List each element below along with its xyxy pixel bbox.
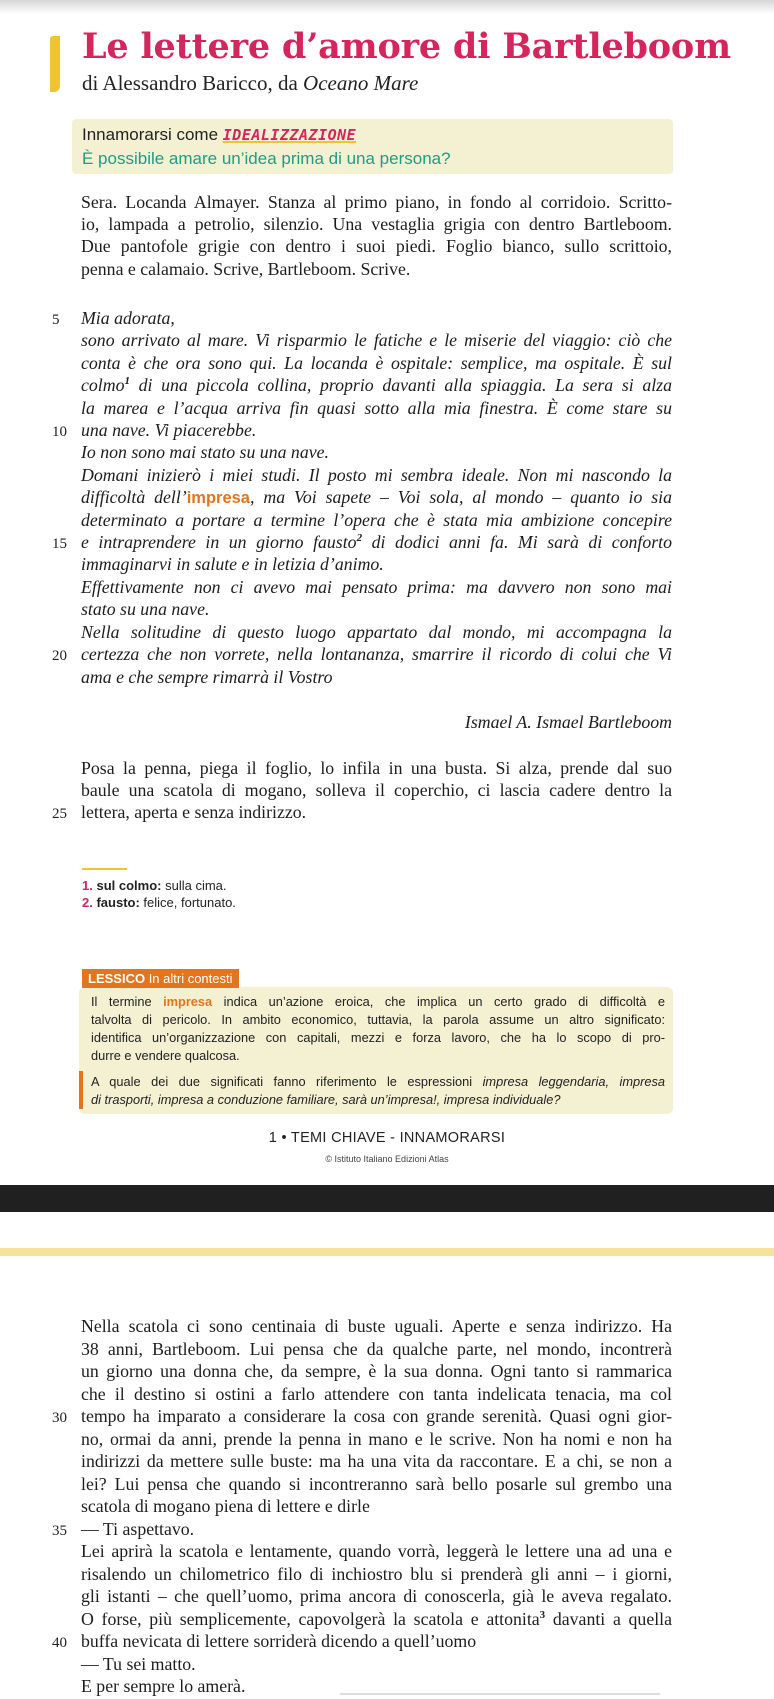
letter-line: la marea e l’acqua arriva fin quasi sotto alla mia finestra. È come stare su xyxy=(81,398,672,418)
text-line: indirizzi da mettere sulle buste: ma ha una vita da raccontare. E a chi, se non a xyxy=(81,1451,672,1471)
text-line: Posa la penna, piega il foglio, lo infila in una busta. Si alza, prende dal suo xyxy=(81,758,672,778)
lessico-text: talvolta di pericolo. In ambito economico, tuttavia, la parola assume un altro significato: xyxy=(91,1012,665,1027)
line-number: 5 xyxy=(52,312,60,328)
line-number: 25 xyxy=(52,806,67,822)
line-number: 15 xyxy=(52,536,67,552)
line-number: 10 xyxy=(52,424,67,440)
text-line: E per sempre lo amerà. xyxy=(81,1676,246,1696)
page-title: Le lettere d’amore di Bartleboom xyxy=(82,26,731,67)
text-line: buffa nevicata di lettere sorriderà dicendo a quell’uomo xyxy=(81,1631,477,1651)
letter-line: una nave. Vi piacerebbe. xyxy=(81,420,257,440)
page-top-band xyxy=(0,1248,774,1256)
lessico-question-bar xyxy=(79,1071,83,1109)
text-line: un giorno una donna che, da sempre, è la sua donna. Ogni tanto si rammarica xyxy=(81,1361,672,1381)
copyright: © Istituto Italiano Edizioni Atlas xyxy=(325,1154,449,1164)
letter-line: certezza che non vorrete, nella lontananza, smarrire il ricordo di colui che Vi xyxy=(81,644,672,664)
text-line: lei? Lui pensa che quando si incontreranno sarà bello posarle sul grembo una xyxy=(81,1474,672,1494)
letter-line: difficoltà dell’impresa, ma Voi sapete – Voi sola, al mondo – quanto io sia xyxy=(81,487,672,507)
page-subtitle: di Alessandro Baricco, da Oceano Mare xyxy=(82,71,419,95)
lessico-text: identifica un’organizzazione con capitali, mezzi e forza lavoro, che ha lo scopo di pro- xyxy=(91,1030,665,1045)
footnote-rule xyxy=(82,868,127,870)
footnote: 2. fausto: felice, fortunato. xyxy=(82,895,236,910)
theme-question: È possibile amare un’idea prima di una persona? xyxy=(82,149,451,168)
line-number: 20 xyxy=(52,648,67,664)
running-head: 1 • TEMI CHIAVE - INNAMORARSI xyxy=(268,1130,506,1146)
theme-tag: IDEALIZZAZIONE xyxy=(222,126,357,144)
lessico-tag: LESSICO In altri contesti xyxy=(82,969,239,988)
text-line: baule una scatola di mogano, solleva il coperchio, ci lascia cadere dentro la xyxy=(81,780,672,800)
text-line: gli istanti – che quell’uomo, prima ancora di conoscerla, già le aveva regalato. xyxy=(81,1586,672,1606)
letter-line: Mia adorata, xyxy=(81,308,175,328)
line-number: 40 xyxy=(52,1635,67,1651)
text-line: scatola di mogano piena di lettere e dirle xyxy=(81,1496,370,1516)
text-line: Nella scatola ci sono centinaia di buste uguali. Aperte e senza indirizzo. Ha xyxy=(81,1316,672,1336)
highlighted-word: impresa xyxy=(186,489,250,507)
lessico-question: A quale dei due significati fanno riferimento le espressioni impresa leggendaria, impresa xyxy=(91,1074,666,1089)
letter-line: conta è che ora sono qui. La locanda è ospitale: semplice, ma ospitale. È sul xyxy=(81,353,672,373)
text-line: — Ti aspettavo. xyxy=(81,1519,195,1539)
text-line: risalendo un chilometrico filo di inchiostro blu si prenderà gli anni – i giorni, xyxy=(81,1564,672,1584)
letter-line: immaginarvi in salute e in letizia d’animo. xyxy=(81,554,384,574)
bottom-edge-artifact xyxy=(340,1693,660,1695)
text-line: O forse, più semplicemente, capovolgerà la scatola e attonita$^3$ davanti a quella xyxy=(81,1609,672,1629)
footnote-ref: 2 xyxy=(356,532,363,545)
text-line: Due pantofole grigie con dentro i suoi piedi. Foglio bianco, sullo scrittoio, xyxy=(81,236,672,256)
text-line: 38 anni, Bartleboom. Lui pensa che da qualche parte, nel mondo, incontrerà xyxy=(81,1339,672,1359)
text-line: tempo ha imparato a considerare la cosa con grande serenità. Quasi ogni gior- xyxy=(81,1406,672,1426)
line-number: 35 xyxy=(52,1523,67,1539)
letter-line: ama e che sempre rimarrà il Vostro xyxy=(81,667,333,687)
letter-line: determinato a portare a termine l’opera che è stata mia ambizione concepire xyxy=(81,510,672,530)
footnote: 1. sul colmo: sulla cima. xyxy=(82,878,227,893)
text-line: penna e calamaio. Scrive, Bartleboom. Scrive. xyxy=(81,259,411,279)
title-accent-bar xyxy=(50,36,60,92)
theme-label: Innamorarsi come IDEALIZZAZIONE xyxy=(82,125,357,144)
theme-box xyxy=(72,119,673,174)
text-line: — Tu sei matto. xyxy=(81,1654,196,1674)
top-shadow xyxy=(0,0,774,14)
lessico-text: durre e vendere qualcosa. xyxy=(91,1048,240,1063)
letter-line: colmo$^1$ di una piccola collina, proprio davanti alla spiaggia. La sera si alza xyxy=(81,375,672,395)
letter-line: Effettivamente non ci avevo mai pensato prima: ma davvero non sono mai xyxy=(81,577,672,597)
text-line: Sera. Locanda Almayer. Stanza al primo piano, in fondo al corridoio. Scritto- xyxy=(81,192,672,212)
letter-line: e intraprendere in un giorno fausto$^2$ di dodici anni fa. Mi sarà di conforto xyxy=(81,532,673,552)
lessico-question: di trasporti, impresa a conduzione familiare, sarà un’impresa!, impresa individuale? xyxy=(91,1092,561,1107)
footnote-ref: 3 xyxy=(539,1609,546,1622)
text-line: lettera, aperta e senza indirizzo. xyxy=(81,802,307,822)
letter-signature: Ismael A. Ismael Bartleboom xyxy=(464,712,672,732)
letter-line: stato su una nave. xyxy=(81,599,210,619)
footnote-ref: 1 xyxy=(124,375,130,388)
letter-line: Domani inizierò i miei studi. Il posto mi sembra ideale. Non mi nascondo la xyxy=(81,465,672,485)
letter-line: sono arrivato al mare. Vi risparmio le fatiche e le miserie del viaggio: ciò che xyxy=(81,330,672,350)
text-line: Lei aprirà la scatola e lentamente, quando vorrà, leggerà le lettere una ad una e xyxy=(81,1541,672,1561)
line-number: 30 xyxy=(52,1410,67,1426)
text-line: che il destino si ostini a farlo attendere con tanta indelicata tenacia, ma col xyxy=(81,1384,672,1404)
text-line: no, ormai da anni, prende la penna in mano e le scrive. Non ha nomi e non ha xyxy=(81,1429,672,1449)
text-line: io, lampada a petrolio, silenzio. Una vestaglia grigia con dentro Bartleboom. xyxy=(81,214,672,234)
letter-line: Nella solitudine di questo luogo appartato dal mondo, mi accompagna la xyxy=(81,622,672,642)
letter-line: Io non sono mai stato su una nave. xyxy=(81,442,329,462)
lessico-text: Il termine impresa indica un’azione eroica, che implica un certo grado di difficoltà e xyxy=(91,994,665,1009)
page-separator xyxy=(0,1185,774,1212)
